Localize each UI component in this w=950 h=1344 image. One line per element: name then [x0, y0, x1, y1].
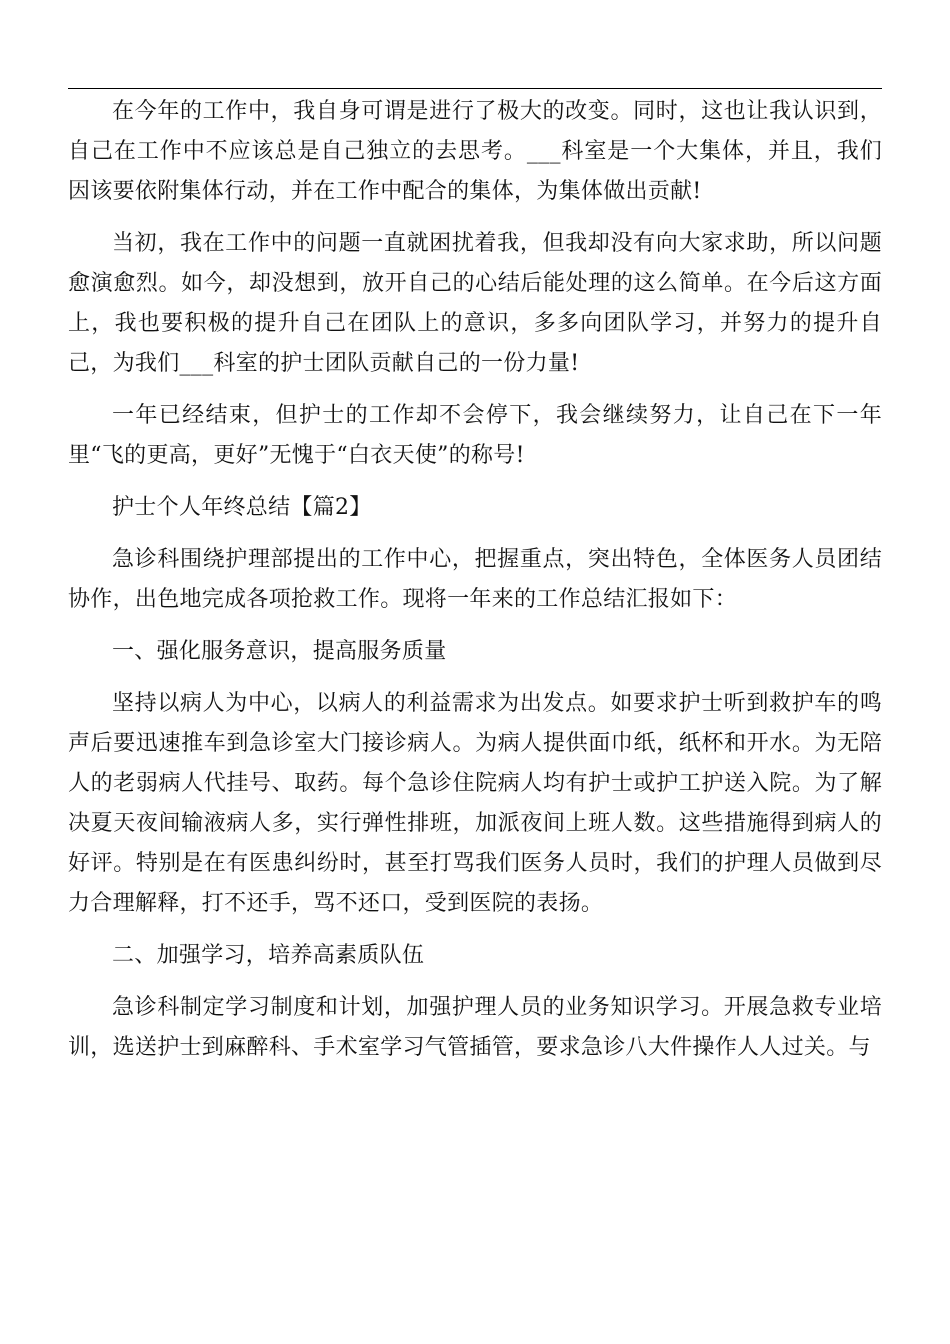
- section-heading: 一、强化服务意识，提高服务质量: [112, 639, 447, 664]
- paragraph: 急诊科制定学习制度和计划，加强护理人员的业务知识学习。开展急救专业培训，选送护士到麻醉科、手术室学习气管插管，要求急诊八大件操作人人过关。与: [68, 995, 882, 1060]
- paragraph: 一年已经结束，但护士的工作却不会停下，我会继续努力，让自己在下一年里“飞的更高，更好”无愧于“白衣天使”的称号!: [68, 403, 882, 468]
- paragraph: 坚持以病人为中心，以病人的利益需求为出发点。如要求护士听到救护车的鸣声后要迅速推车到急诊室大门接诊病人。为病人提供面巾纸，纸杯和开水。为无陪人的老弱病人代挂号、取药。每个急诊住院病人均有护士或护工护送入院。为了解决夏天夜间输液病人多，实行弹性排班，加派夜间上班人数。这些措施得到病人的好评。特别是在有医患纠纷时，甚至打骂我们医务人员时，我们的护理人员做到尽力合理解释，打不还手，骂不还口，受到医院的表扬。: [68, 691, 882, 916]
- document-body: [68, 92, 882, 1080]
- header-rule: [68, 88, 882, 89]
- section-title: 护士个人年终总结【篇2】: [112, 495, 372, 520]
- paragraph: 在今年的工作中，我自身可谓是进行了极大的改变。同时，这也让我认识到，自己在工作中不应该总是自己独立的去思考。___科室是一个大集体，并且，我们因该要依附集体行动，并在工作中配合的集体，为集体做出贡献!: [68, 99, 882, 204]
- section-heading: 二、加强学习，培养高素质队伍: [112, 943, 425, 968]
- paragraph: 急诊科围绕护理部提出的工作中心，把握重点，突出特色，全体医务人员团结协作，出色地完成各项抢救工作。现将一年来的工作总结汇报如下：: [68, 547, 882, 612]
- paragraph: 当初，我在工作中的问题一直就困扰着我，但我却没有向大家求助，所以问题愈演愈烈。如今，却没想到，放开自己的心结后能处理的这么简单。在今后这方面上，我也要积极的提升自己在团队上的意识，多多向团队学习，并努力的提升自己，为我们___科室的护士团队贡献自己的一份力量!: [68, 231, 882, 376]
